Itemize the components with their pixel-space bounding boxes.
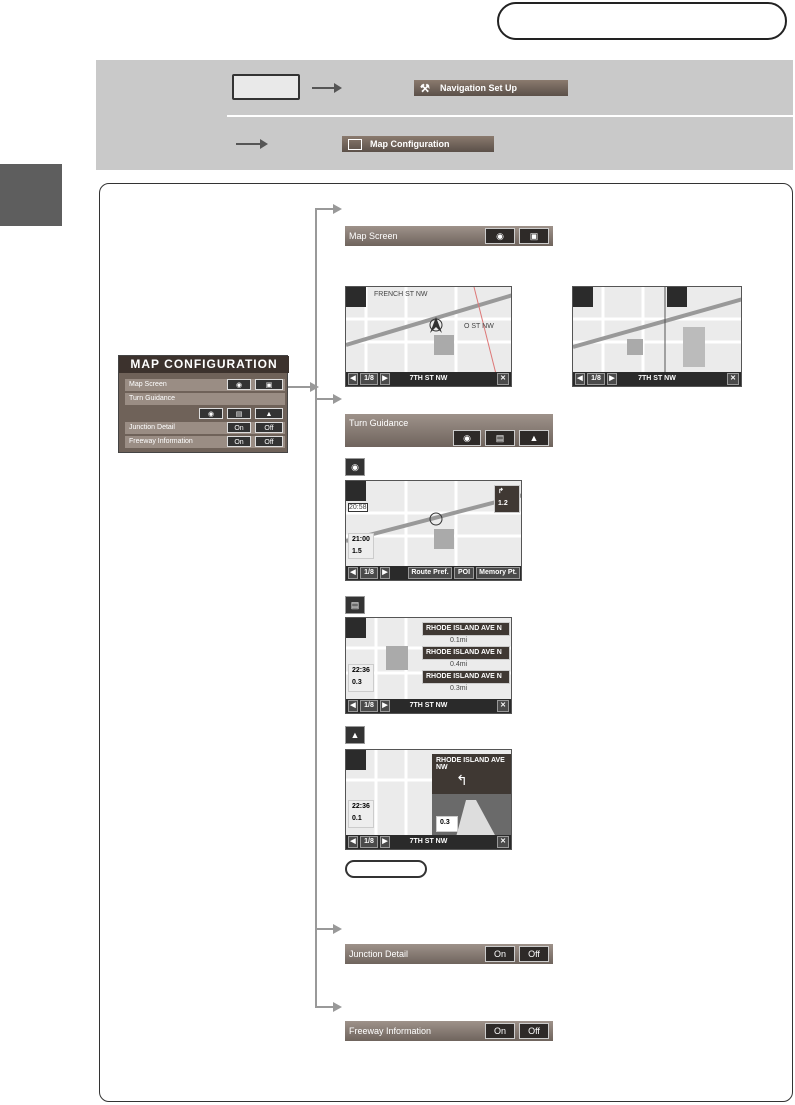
map-status-bar	[346, 372, 511, 386]
eta: 22:36	[352, 803, 370, 810]
guidance-arrow-icon[interactable]: ◉	[199, 408, 223, 419]
map-screen-single	[345, 286, 512, 387]
scale-button[interactable]: 1/8	[360, 700, 378, 712]
compass-icon[interactable]	[346, 287, 366, 307]
street-label: FRENCH ST NW	[374, 291, 428, 298]
guidance-list-icon[interactable]: ▤	[485, 430, 515, 446]
map-status-bar	[346, 566, 521, 580]
freeway-off-button[interactable]: Off	[519, 1023, 549, 1039]
menu-key-box[interactable]	[232, 74, 300, 100]
turn-distance: 0.3	[440, 819, 450, 826]
poi-button[interactable]: POI	[454, 567, 474, 579]
scroll-right-icon[interactable]: ▶	[607, 373, 617, 385]
wrench-icon: ⚒	[420, 82, 430, 95]
guidance-junction-icon[interactable]: ▲	[255, 408, 283, 419]
freeway-off-button[interactable]: Off	[255, 436, 283, 447]
menu-row-junction-detail[interactable]: Junction Detail	[125, 422, 285, 434]
map-status-bar	[573, 372, 741, 386]
scroll-left-icon[interactable]: ◀	[348, 700, 358, 712]
banner-divider	[227, 115, 793, 117]
guidance-distance: 0.1mi	[450, 637, 468, 644]
time-distance-box	[348, 664, 374, 692]
distance: 1.5	[352, 548, 362, 555]
map-screen-split	[572, 286, 742, 387]
junction-off-button[interactable]: Off	[519, 946, 549, 962]
route-pref-button[interactable]: Route Pref.	[408, 567, 452, 579]
connector-line	[315, 208, 317, 1008]
distance: 0.3	[352, 679, 362, 686]
scale-button[interactable]: 1/8	[360, 836, 378, 848]
turn-arrow-box: ↱ 1.2	[494, 485, 520, 513]
freeway-on-button[interactable]: On	[485, 1023, 515, 1039]
scale-button[interactable]: 1/8	[587, 373, 605, 385]
scroll-left-icon[interactable]: ◀	[575, 373, 585, 385]
freeway-on-button[interactable]: On	[227, 436, 251, 447]
turn-guidance-label: Turn Guidance	[349, 418, 409, 428]
junction-sign: RHODE ISLAND AVE NW	[436, 757, 505, 771]
compass-icon[interactable]	[346, 481, 366, 501]
menu-title: MAP CONFIGURATION	[119, 356, 289, 373]
menu-row-turn-guidance[interactable]: Turn Guidance	[125, 393, 285, 405]
navigation-setup-label: Navigation Set Up	[440, 83, 518, 93]
eta: 22:36	[352, 667, 370, 674]
connector-arrow	[315, 928, 339, 930]
chapter-tab	[0, 164, 62, 226]
distance: 0.1	[352, 815, 362, 822]
eta: 21:00	[352, 536, 370, 543]
freeway-information-option-bar	[345, 1021, 553, 1041]
scroll-right-icon[interactable]: ▶	[380, 836, 390, 848]
current-street: 7TH ST NW	[409, 375, 448, 382]
turn-left-icon: ↰	[456, 772, 468, 788]
close-icon[interactable]: ✕	[497, 373, 509, 385]
arrival-time: 20:58	[349, 504, 367, 511]
map-configuration-menu	[118, 355, 288, 453]
guidance-junction-map	[345, 749, 512, 850]
memory-point-button[interactable]: Memory Pt.	[476, 567, 520, 579]
map-screen-north-icon[interactable]: ◉	[227, 379, 251, 390]
current-street: 7TH ST NW	[409, 838, 448, 845]
scroll-left-icon[interactable]: ◀	[348, 836, 358, 848]
map-status-bar	[346, 699, 511, 713]
compass-icon[interactable]	[573, 287, 593, 307]
junction-detail-label: Junction Detail	[349, 949, 409, 959]
connector-arrow	[315, 1006, 339, 1008]
guidance-list-item	[422, 670, 510, 684]
map-screen-split-icon[interactable]: ▣	[519, 228, 549, 244]
guidance-list-item	[422, 622, 510, 636]
compass-icon[interactable]	[346, 750, 366, 770]
time-distance-box	[348, 800, 374, 828]
note-pill	[345, 860, 427, 878]
guidance-street: RHODE ISLAND AVE N	[426, 649, 502, 656]
menu-row-freeway-information[interactable]: Freeway Information	[125, 436, 285, 448]
street-label: O ST NW	[464, 323, 494, 330]
close-icon[interactable]: ✕	[497, 836, 509, 848]
guidance-street: RHODE ISLAND AVE N	[426, 625, 502, 632]
turn-distance: 1.2	[498, 500, 508, 507]
time-distance-box	[348, 533, 374, 559]
scale-button[interactable]: 1/8	[360, 567, 378, 579]
guidance-list-icon: ▤	[345, 596, 365, 614]
map-screen-option-bar	[345, 226, 553, 246]
map-screen-north-icon[interactable]: ◉	[485, 228, 515, 244]
compass-icon[interactable]	[346, 618, 366, 638]
current-street: 7TH ST NW	[638, 375, 676, 382]
map-status-bar	[346, 835, 511, 849]
connector-arrow	[315, 208, 339, 210]
scroll-right-icon[interactable]: ▶	[380, 700, 390, 712]
navigation-setup-button[interactable]	[414, 80, 568, 96]
junction-on-button[interactable]: On	[227, 422, 251, 433]
guidance-list-icon[interactable]: ▤	[227, 408, 251, 419]
junction-off-button[interactable]: Off	[255, 422, 283, 433]
scroll-left-icon[interactable]: ◀	[348, 567, 358, 579]
scroll-right-icon[interactable]: ▶	[380, 567, 390, 579]
turn-guidance-option-bar	[345, 414, 553, 447]
current-street: 7TH ST NW	[409, 702, 448, 709]
arrow-icon	[236, 143, 266, 145]
arrow-icon	[312, 87, 340, 89]
guidance-distance: 0.3mi	[450, 685, 468, 692]
guidance-street: RHODE ISLAND AVE N	[426, 673, 502, 680]
scale-button[interactable]: 1/8	[360, 373, 378, 385]
map-configuration-button[interactable]	[342, 136, 494, 152]
guidance-list-item	[422, 646, 510, 660]
map-config-icon	[348, 139, 362, 150]
guidance-junction-icon: ▲	[345, 726, 365, 744]
guidance-distance: 0.4mi	[450, 661, 468, 668]
junction-on-button[interactable]: On	[485, 946, 515, 962]
scroll-left-icon[interactable]: ◀	[348, 373, 358, 385]
guidance-arrow-icon[interactable]: ◉	[453, 430, 481, 446]
junction-detail-option-bar	[345, 944, 553, 964]
header-pill	[497, 2, 787, 40]
close-icon[interactable]: ✕	[497, 700, 509, 712]
guidance-junction-icon[interactable]: ▲	[519, 430, 549, 446]
menu-row-map-screen[interactable]: Map Screen	[125, 379, 285, 391]
map-screen-split-icon[interactable]: ▣	[255, 379, 283, 390]
guidance-arrow-map	[345, 480, 522, 581]
freeway-information-label: Freeway Information	[349, 1026, 432, 1036]
connector-arrow	[315, 398, 339, 400]
scroll-right-icon[interactable]: ▶	[380, 373, 390, 385]
map-configuration-label: Map Configuration	[370, 139, 450, 149]
connector-arrow	[288, 386, 316, 388]
close-icon[interactable]: ✕	[727, 373, 739, 385]
turn-distance-box	[436, 816, 458, 832]
compass-icon[interactable]	[667, 287, 687, 307]
map-screen-label: Map Screen	[349, 231, 398, 241]
guidance-arrow-icon: ◉	[345, 458, 365, 476]
guidance-list-map	[345, 617, 512, 714]
